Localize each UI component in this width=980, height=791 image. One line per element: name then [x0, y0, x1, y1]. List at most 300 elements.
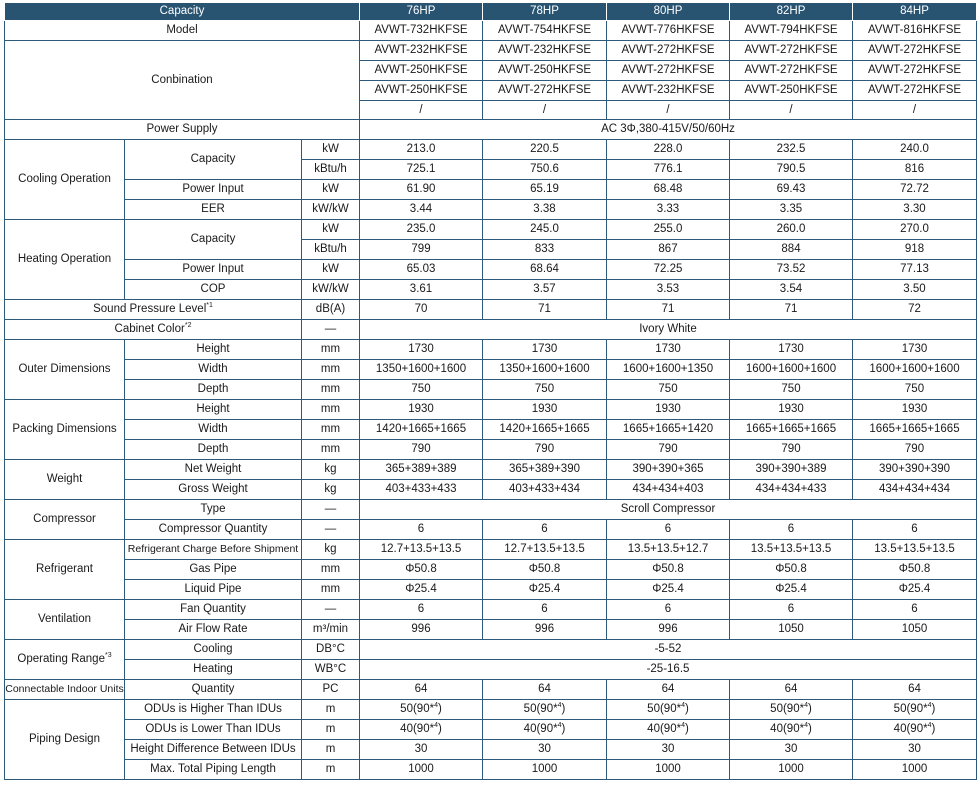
value-cell-text: 70: [414, 303, 428, 316]
value-cell-text: 365+389+389: [385, 463, 457, 476]
value-cell-text: 6: [664, 603, 672, 616]
value-cell: [360, 700, 483, 720]
footnote-mark: 4: [681, 722, 685, 730]
value-cell-text: 403+433+433: [385, 483, 457, 496]
model-value: [483, 21, 607, 41]
value-cell: [607, 480, 730, 500]
footnote-mark: *2: [184, 322, 192, 330]
unit-cell: [302, 340, 360, 360]
value-cell: [483, 360, 607, 380]
unit-cell-text: mm: [320, 383, 341, 396]
cooling-capacity-label-text: Capacity: [190, 153, 236, 166]
spec-table-body: [5, 3, 977, 780]
combination-value-text: AVWT-272HKFSE: [621, 44, 715, 57]
sub-label: [125, 260, 302, 280]
table-row: [5, 420, 977, 440]
value-cell: [360, 220, 483, 240]
value-cell-text: 996: [658, 623, 678, 636]
value-cell: [360, 600, 483, 620]
value-cell-text: 1730: [408, 343, 434, 356]
value-cell-text: 30: [908, 743, 921, 756]
value-cell-text: Φ25.4: [775, 583, 807, 596]
value-cell: [483, 380, 607, 400]
outer-group-label-text: Outer Dimensions: [18, 363, 111, 376]
value-cell-text: 750: [658, 383, 678, 396]
sub-label-text: Liquid Pipe: [184, 583, 242, 596]
unit-cell: [302, 160, 360, 180]
sub-label-text: Gross Weight: [178, 483, 248, 496]
value-cell-text: Φ50.8: [898, 563, 931, 576]
value-cell: [853, 420, 977, 440]
cabinet-value-text: Ivory White: [639, 323, 697, 336]
value-cell: [853, 280, 977, 300]
value-cell-text: 790: [411, 443, 431, 456]
model-value: [730, 21, 853, 41]
value-cell-text: Φ50.8: [652, 563, 684, 576]
compressor-type-value-text: Scroll Compressor: [620, 503, 716, 516]
indoor-units-label: [5, 680, 125, 700]
combination-value-text: AVWT-272HKFSE: [621, 64, 715, 77]
value-cell-text: 867: [658, 243, 678, 256]
value-cell-text: 64: [908, 683, 921, 696]
value-cell-text: 725.1: [406, 163, 436, 176]
value-cell-text: 50(90*: [770, 703, 805, 716]
value-cell-text: 72.72: [900, 183, 929, 196]
cell-suffix: ): [561, 703, 566, 716]
footnote-mark: 4: [434, 722, 438, 730]
value-cell: [730, 480, 853, 500]
combination-value-text: /: [789, 103, 793, 116]
value-cell: [607, 560, 730, 580]
value-cell: [483, 340, 607, 360]
value-cell: [730, 300, 853, 320]
sound-label-text: Sound Pressure Level: [93, 303, 207, 316]
cell-suffix: ): [684, 723, 689, 736]
value-cell-text: 1350+1600+1600: [375, 363, 467, 376]
model-value-text: AVWT-816HKFSE: [867, 24, 962, 37]
capacity-header: [5, 3, 360, 21]
value-cell: [730, 600, 853, 620]
value-cell: [730, 260, 853, 280]
value-cell-text: 12.7+13.5+13.5: [380, 543, 462, 556]
cooling-range-value-text: -5-52: [654, 643, 682, 656]
sub-label-text: Net Weight: [184, 463, 242, 476]
unit-cell-text: m: [325, 763, 336, 776]
value-cell-text: 390+390+389: [755, 463, 827, 476]
value-cell-text: 13.5+13.5+13.5: [750, 543, 832, 556]
value-cell: [360, 380, 483, 400]
model-value-text: AVWT-776HKFSE: [621, 24, 715, 37]
value-cell: [360, 580, 483, 600]
unit-cell-text: —: [324, 503, 337, 516]
model-header-text: 76HP: [406, 5, 436, 18]
value-cell-text: 50(90*: [400, 703, 435, 716]
value-cell-text: 833: [534, 243, 555, 256]
combination-value: [607, 101, 730, 120]
cabinet-label-text: Cabinet Color: [114, 323, 185, 336]
sub-label: [125, 480, 302, 500]
unit-cell: [302, 560, 360, 580]
value-cell-text: 3.44: [409, 203, 433, 216]
sub-label-text: Width: [198, 363, 228, 376]
value-cell: [730, 220, 853, 240]
ventilation-group-label-text: Ventilation: [37, 613, 92, 626]
sub-label-text: Air Flow Rate: [178, 623, 248, 636]
sub-label: [125, 200, 302, 220]
value-cell-text: 1000: [531, 763, 558, 776]
value-cell-text: 3.54: [779, 283, 803, 296]
value-cell: [853, 220, 977, 240]
footnote-mark: 4: [804, 722, 808, 730]
model-header: [360, 3, 483, 21]
unit-cell: [302, 280, 360, 300]
value-cell-text: 1730: [778, 343, 804, 356]
value-cell-text: Φ50.8: [405, 563, 437, 576]
sub-label: [125, 360, 302, 380]
combination-value-text: AVWT-232HKFSE: [374, 44, 468, 57]
unit-cell-text: dB(A): [315, 303, 346, 316]
value-cell-text: 228.0: [653, 143, 683, 156]
unit-cell: [302, 740, 360, 760]
value-cell: [730, 520, 853, 540]
value-cell-text: 40(90*: [647, 723, 682, 736]
cell-suffix: ): [931, 723, 936, 736]
unit-cell: [302, 520, 360, 540]
combination-value: [730, 81, 853, 101]
value-cell: [730, 200, 853, 220]
combination-value-text: AVWT-272HKFSE: [744, 64, 838, 77]
model-header: [853, 3, 977, 21]
value-cell-text: 3.50: [903, 283, 926, 296]
value-cell: [607, 360, 730, 380]
value-cell-text: 1420+1665+1665: [375, 423, 467, 436]
value-cell: [483, 220, 607, 240]
value-cell: [607, 580, 730, 600]
value-cell: [483, 260, 607, 280]
table-row: [5, 200, 977, 220]
combination-value: [607, 61, 730, 81]
value-cell: [853, 460, 977, 480]
value-cell-text: 255.0: [653, 223, 683, 236]
compressor-type-value: [360, 500, 977, 520]
combination-value: [730, 41, 853, 61]
unit-cell-text: kBtu/h: [314, 163, 347, 176]
value-cell-text: 1000: [655, 763, 681, 776]
value-cell-text: 1930: [778, 403, 804, 416]
value-cell: [360, 280, 483, 300]
value-cell: [853, 340, 977, 360]
value-cell: [360, 340, 483, 360]
value-cell: [607, 600, 730, 620]
value-cell-text: 1350+1600+1600: [499, 363, 590, 376]
value-cell-text: 434+434+434: [879, 483, 950, 496]
value-cell: [607, 140, 730, 160]
table-row: [5, 480, 977, 500]
value-cell: [607, 180, 730, 200]
value-cell-text: 790: [658, 443, 678, 456]
unit-cell: [302, 400, 360, 420]
value-cell-text: 69.43: [776, 183, 806, 196]
model-header-text: 82HP: [776, 5, 806, 18]
combination-value-text: AVWT-272HKFSE: [867, 84, 962, 97]
cooling-group-label: [5, 140, 125, 220]
combination-value-text: AVWT-232HKFSE: [497, 44, 592, 57]
unit-cell-text: DB°C: [316, 643, 345, 656]
value-cell-text: 245.0: [530, 223, 559, 236]
sub-label-text: EER: [201, 203, 225, 216]
value-cell: [607, 200, 730, 220]
value-cell: [730, 340, 853, 360]
cell-suffix: ): [437, 723, 442, 736]
sub-label: [125, 580, 302, 600]
value-cell-text: 6: [911, 523, 918, 536]
value-cell: [360, 400, 483, 420]
value-cell-text: 77.13: [900, 263, 929, 276]
refrigerant-group-label-text: Refrigerant: [36, 563, 93, 576]
sub-label: [125, 640, 302, 660]
table-row: [5, 520, 977, 540]
value-cell-text: 71: [538, 303, 551, 316]
power-supply-value: [360, 120, 977, 140]
combination-value-text: AVWT-272HKFSE: [497, 84, 592, 97]
value-cell: [730, 400, 853, 420]
value-cell: [607, 400, 730, 420]
value-cell-text: 3.38: [533, 203, 556, 216]
model-header: [730, 3, 853, 21]
unit-cell: [302, 260, 360, 280]
value-cell: [483, 300, 607, 320]
value-cell: [360, 720, 483, 740]
combination-value-text: AVWT-250HKFSE: [374, 64, 468, 77]
unit-cell-text: m: [325, 743, 336, 756]
value-cell: [607, 720, 730, 740]
value-cell: [853, 200, 977, 220]
value-cell-text: 790: [904, 443, 925, 456]
value-cell: [607, 380, 730, 400]
value-cell: [730, 360, 853, 380]
value-cell: [730, 140, 853, 160]
combination-value-text: /: [666, 103, 670, 116]
footnote-mark: *1: [206, 302, 213, 310]
unit-cell: [302, 420, 360, 440]
sub-label-text: Type: [200, 503, 226, 516]
value-cell: [607, 700, 730, 720]
spec-table: [4, 2, 977, 780]
cooling-group-label-text: Cooling Operation: [18, 173, 111, 186]
model-value-text: AVWT-794HKFSE: [744, 24, 838, 37]
value-cell: [730, 380, 853, 400]
value-cell-text: 1000: [901, 763, 928, 776]
unit-cell: [302, 620, 360, 640]
value-cell-text: 1050: [901, 623, 928, 636]
sub-label-text: Heating: [193, 663, 233, 676]
power-supply-label-text: Power Supply: [146, 123, 218, 136]
value-cell: [483, 540, 607, 560]
unit-cell-text: kW/kW: [312, 203, 349, 216]
unit-cell-text: mm: [320, 443, 341, 456]
unit-cell: [302, 580, 360, 600]
value-cell: [483, 600, 607, 620]
value-cell: [730, 420, 853, 440]
value-cell-text: 918: [904, 243, 925, 256]
heating-group-label: [5, 220, 125, 300]
value-cell: [853, 740, 977, 760]
value-cell-text: 390+390+365: [632, 463, 704, 476]
value-cell-text: 750: [904, 383, 925, 396]
footnote-mark: 4: [927, 702, 932, 710]
table-row: [5, 740, 977, 760]
value-cell-text: Φ25.4: [528, 583, 561, 596]
unit-cell-text: kW: [322, 183, 339, 196]
sub-label: [125, 460, 302, 480]
sub-label: [125, 500, 302, 520]
value-cell-text: 1665+1665+1420: [622, 423, 714, 436]
sub-label: [125, 560, 302, 580]
outer-group-label: [5, 340, 125, 400]
piping-group-label: [5, 700, 125, 780]
value-cell: [483, 620, 607, 640]
value-cell-text: 3.33: [656, 203, 680, 216]
value-cell: [483, 520, 607, 540]
combination-value: [730, 61, 853, 81]
value-cell: [360, 680, 483, 700]
combination-value: [483, 81, 607, 101]
refrigerant-group-label: [5, 540, 125, 600]
heating-group-label-text: Heating Operation: [17, 253, 112, 266]
sub-label-text: Max. Total Piping Length: [150, 763, 276, 776]
value-cell: [483, 240, 607, 260]
sub-label: [125, 400, 302, 420]
value-cell: [607, 540, 730, 560]
sub-label-text: Refrigerant Charge Before Shipment: [127, 542, 299, 555]
value-cell: [853, 240, 977, 260]
value-cell: [360, 140, 483, 160]
table-row: [5, 620, 977, 640]
value-cell: [853, 140, 977, 160]
unit-cell: [302, 700, 360, 720]
unit-cell: [302, 220, 360, 240]
combination-value: [853, 61, 977, 81]
value-cell-text: 6: [787, 603, 795, 616]
sound-label: [5, 300, 302, 320]
value-cell-text: 73.52: [776, 263, 806, 276]
value-cell: [607, 300, 730, 320]
model-header-text: 84HP: [900, 5, 929, 18]
value-cell-text: 65.19: [530, 183, 559, 196]
table-row: [5, 180, 977, 200]
value-cell: [360, 540, 483, 560]
value-cell: [730, 620, 853, 640]
value-cell: [483, 200, 607, 220]
capacity-header-text: Capacity: [159, 5, 205, 18]
unit-cell: [302, 460, 360, 480]
sub-label: [125, 620, 302, 640]
value-cell: [853, 600, 977, 620]
unit-cell: [302, 720, 360, 740]
value-cell: [360, 360, 483, 380]
table-row: [5, 320, 977, 340]
value-cell: [360, 260, 483, 280]
value-cell-text: 1930: [655, 403, 681, 416]
value-cell-text: 776.1: [653, 163, 683, 176]
value-cell: [607, 420, 730, 440]
value-cell: [730, 540, 853, 560]
value-cell: [360, 160, 483, 180]
value-cell: [607, 740, 730, 760]
value-cell: [730, 440, 853, 460]
value-cell: [853, 300, 977, 320]
sub-label-text: Depth: [197, 383, 229, 396]
value-cell-text: 50(90*: [523, 703, 558, 716]
unit-cell: [302, 540, 360, 560]
table-row: [5, 500, 977, 520]
unit-cell-text: kg: [324, 463, 337, 476]
value-cell: [730, 700, 853, 720]
value-cell: [360, 200, 483, 220]
value-cell-text: 72: [908, 303, 921, 316]
value-cell-text: 3.61: [409, 283, 433, 296]
table-row: [5, 140, 977, 160]
value-cell: [483, 460, 607, 480]
table-row: [5, 720, 977, 740]
value-cell: [483, 440, 607, 460]
cabinet-label: [5, 320, 302, 340]
table-row: [5, 660, 977, 680]
footnote-mark: 4: [557, 722, 562, 730]
value-cell-text: 50(90*: [893, 703, 928, 716]
table-row: [5, 760, 977, 780]
value-cell: [853, 480, 977, 500]
value-cell-text: 884: [781, 243, 801, 256]
value-cell: [360, 180, 483, 200]
value-cell-text: 64: [414, 683, 428, 696]
value-cell: [483, 580, 607, 600]
unit-cell: [302, 480, 360, 500]
value-cell-text: 434+434+433: [755, 483, 827, 496]
value-cell-text: 1050: [778, 623, 804, 636]
footnote-mark: 4: [557, 702, 562, 710]
sub-label-text: Height: [196, 403, 230, 416]
value-cell: [360, 740, 483, 760]
heating-range-value: [360, 660, 977, 680]
unit-cell-text: mm: [320, 343, 341, 356]
value-cell-text: Φ25.4: [898, 583, 931, 596]
footnote-mark: 4: [927, 722, 932, 730]
value-cell: [607, 760, 730, 780]
unit-cell-text: kBtu/h: [314, 243, 347, 256]
value-cell-text: 1420+1665+1665: [499, 423, 590, 436]
sub-label: [125, 760, 302, 780]
sub-label-text: Compressor Quantity: [158, 523, 268, 536]
table-row: [5, 440, 977, 460]
table-row: [5, 380, 977, 400]
packing-group-label-text: Packing Dimensions: [12, 423, 117, 436]
value-cell-text: 40(90*: [400, 723, 435, 736]
value-cell-text: 1930: [408, 403, 434, 416]
value-cell: [483, 740, 607, 760]
value-cell: [483, 700, 607, 720]
cell-suffix: ): [561, 723, 566, 736]
value-cell-text: 1930: [901, 403, 928, 416]
value-cell-text: Φ25.4: [405, 583, 437, 596]
sub-label: [125, 520, 302, 540]
unit-cell-text: mm: [320, 583, 341, 596]
cabinet-value: [360, 320, 977, 340]
value-cell: [607, 680, 730, 700]
value-cell: [853, 440, 977, 460]
model-label: [5, 21, 360, 41]
operating-range-label: [5, 640, 125, 680]
